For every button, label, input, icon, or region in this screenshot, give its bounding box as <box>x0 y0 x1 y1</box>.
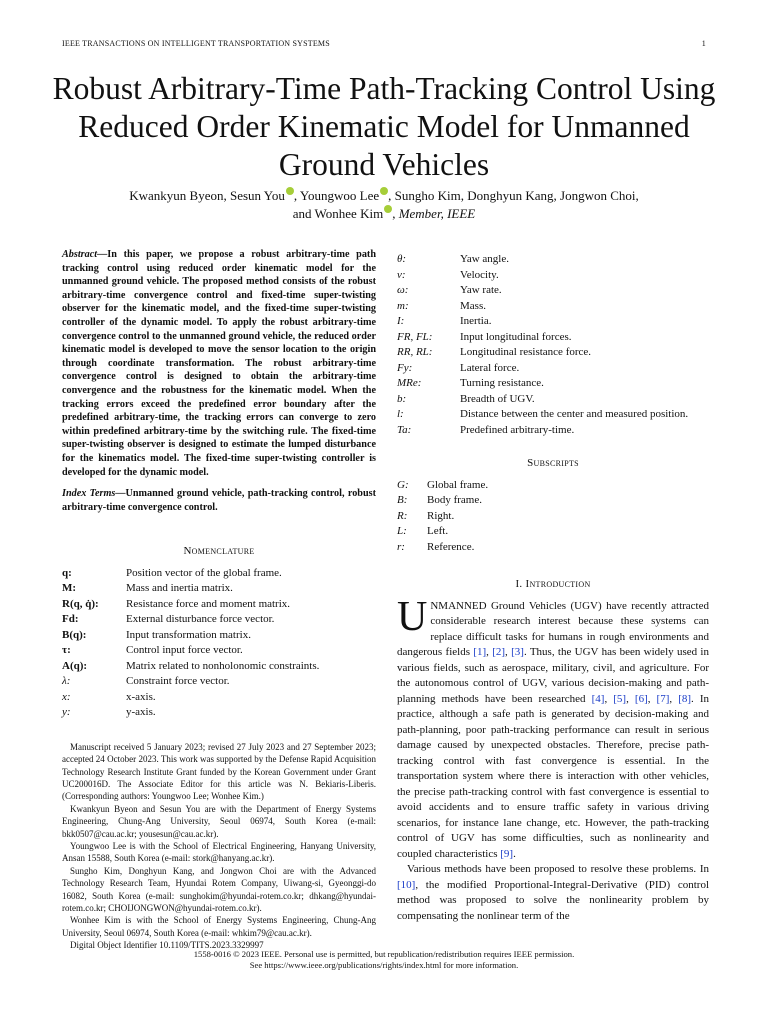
citation-link[interactable]: [7] <box>656 692 670 705</box>
footnotes <box>62 741 376 952</box>
paragraph: Various methods have been proposed to resolve these problems. In [10], the modified Proportional-Integral-Derivative (PID) control method was proposed to solve the nonlinearity problem by compensating the nonlinear term of the <box>397 863 709 922</box>
list-item: r: Reference. <box>397 540 475 553</box>
list-item: Fy: Lateral force. <box>397 361 520 374</box>
abstract-text: In this paper, we propose a robust arbitrary-time path tracking control using reduced order kinematic model for the unmanned ground vehicle. The proposed method consists of the robust arbitrary-time convergence control and fixed-time super-twisting observer for the kinematic model, and the fixed-time super-twisting controller of the dynamic model. To apply the robust arbitrary-time convergence control to the unmanned ground vehicle, the reduced order kinematic model is developed to move the sensor location to the origin through coordinate transformation. The robust arbitrary-time convergence control is designed to obtain the arbitrary-time convergence and the robustness for the kinematic model. When the tracking errors exceed the predefined error boundary after the predefined arbitrary-time, the tracking errors can converge to zero within predefined arbitrary-time by the switching rule. The fixed-time super-twisting observer is designed to estimate the lumped disturbance for the kinematics model. The fixed-time super-twisting controller is developed for the dynamic model. <box>62 249 376 478</box>
member-label: Member, IEEE <box>398 206 476 221</box>
introduction-heading: I. Introduction <box>515 578 591 590</box>
list-item: Fd: External disturbance force vector. <box>62 613 275 626</box>
list-item: θ: Yaw angle. <box>397 253 509 265</box>
list-item: y: y-axis. <box>62 706 156 719</box>
list-item: G: Global frame. <box>397 478 489 491</box>
citation-link[interactable]: [3] <box>511 646 524 658</box>
index-terms-label: Index Terms <box>62 488 116 500</box>
orcid-icon[interactable] <box>380 187 388 195</box>
footnote: Wonhee Kim is with the School of Energy Systems Engineering, Chung-Ang University, Seoul 06974, South Korea (e-mail: whkim79@cau.ac.kr). <box>62 915 376 938</box>
author-text: , Sungho Kim, Donghyun Kang, Jongwon Choi, <box>388 188 639 203</box>
list-item: v: Velocity. <box>397 268 499 281</box>
footnote: Kwankyun Byeon and Sesun You are with the Department of Energy Systems Engineering, Chung-Ang University, Seoul 06974, South Korea (e-mail: bkk0507@cau.ac.kr; yousesun@cau.ac.kr). <box>62 803 376 839</box>
index-terms-text: Unmanned ground vehicle, path-tracking control, robust arbitrary-time convergence control. <box>62 488 376 513</box>
right-column <box>397 252 709 924</box>
doi-footnote: Digital Object Identifier 10.1109/TITS.2023.3329997 <box>70 940 264 951</box>
running-header <box>62 39 706 48</box>
author-text: , Youngwoo Lee <box>293 188 380 203</box>
list-item: m: Mass. <box>397 299 486 312</box>
list-item: τ: Control input force vector. <box>62 644 243 657</box>
list-item: R(q, q̇): Resistance force and moment matrix. <box>62 597 291 610</box>
introduction-body <box>397 593 709 925</box>
list-item: q: Position vector of the global frame. <box>62 566 282 579</box>
subscripts-list <box>397 478 709 556</box>
orcid-icon[interactable] <box>286 187 294 195</box>
nomenclature-list-continued <box>397 252 709 438</box>
list-item: I: Inertia. <box>397 315 492 327</box>
abstract: Abstract—In this paper, we propose a robust arbitrary-time path tracking control using reduced order kinematic model for the unmanned ground vehicle. The proposed method consists of the robust arbitrary-time convergence control and fixed-time super-twisting observer for the kinematic model, and the fixed-time super-twisting controller of the dynamic model. To apply the robust arbitrary-time convergence control to the unmanned ground vehicle, the reduced order kinematic model is developed to move the sensor location to the origin through coordinate transformation. The robust arbitrary-time convergence control is designed to obtain the arbitrary-time convergence and the robustness for the kinematic model. When the tracking errors exceed the predefined error boundary after the predefined arbitrary-time, the tracking errors can converge to zero within predefined arbitrary-time by the switching rule. The fixed-time super-twisting observer is designed to estimate the lumped disturbance for the kinematics model. The fixed-time super-twisting controller is developed for the dynamic model. <box>62 249 376 478</box>
author-list <box>60 187 708 223</box>
list-item: l: Distance between the center and measured position. <box>397 408 689 420</box>
citation-link[interactable]: [9] <box>500 847 514 860</box>
list-item: B: Body frame. <box>397 494 482 506</box>
copyright-notice <box>60 949 708 971</box>
dropcap: U <box>397 593 428 640</box>
list-item: MRe: Turning resistance. <box>397 377 544 389</box>
list-item: RR, RL: Longitudinal resistance force. <box>397 346 592 358</box>
citation-link[interactable]: [1] <box>473 646 487 658</box>
journal-name: IEEE TRANSACTIONS ON INTELLIGENT TRANSPORTATION SYSTEMS <box>62 39 330 48</box>
citation-link[interactable]: [5] <box>613 692 627 705</box>
subscripts-heading: Subscripts <box>527 457 579 469</box>
list-item: ω: Yaw rate. <box>397 284 502 296</box>
orcid-icon[interactable] <box>384 205 392 213</box>
list-item: FR, FL: Input longitudinal forces. <box>397 330 572 343</box>
list-item: b: Breadth of UGV. <box>397 392 535 405</box>
page-number: 1 <box>701 39 706 48</box>
citation-link[interactable]: [4] <box>591 692 605 705</box>
author-text: Kwankyun Byeon, Sesun You <box>129 188 285 203</box>
index-terms: Index Terms—Unmanned ground vehicle, path-tracking control, robust arbitrary-time convergence control. <box>62 488 376 513</box>
paper-title: Robust Arbitrary-Time Path-Tracking Control Using Reduced Order Kinematic Model for Unmanned Ground Vehicles <box>52 71 716 182</box>
citation-link[interactable]: [10] <box>397 878 416 891</box>
list-item: M: Mass and inertia matrix. <box>62 582 233 595</box>
footnote: Manuscript received 5 January 2023; revised 27 July 2023 and 27 September 2023; accepted 24 October 2023. This work was supported by the Defense Rapid Acquisition Technology Research Institute Grant funded by the Korean Government under Grant UC200016D. The Associate Editor for this article was N. Bekiaris-Liberis. (Corresponding authors: Youngwoo Lee; Wonhee Kim.) <box>62 741 376 802</box>
author-text: and Wonhee Kim <box>292 206 384 221</box>
citation-link[interactable]: [6] <box>634 692 648 705</box>
nomenclature-heading: Nomenclature <box>183 545 255 558</box>
list-item: x: x-axis. <box>62 690 156 703</box>
copyright-line: See https://www.ieee.org/publications/rights/index.html for more information. <box>249 960 519 970</box>
footnote: Youngwoo Lee is with the School of Electrical Engineering, Hanyang University, Ansan 15588, South Korea (e-mail: stork@hanyang.ac.kr). <box>62 841 376 864</box>
footnote: Sungho Kim, Donghyun Kang, and Jongwon Choi are with the Advanced Technology Research Team, Hyundai Rotem Company, Uiwang-si, Gyeonggi-do 16082, South Korea (e-mail: sunghokim@hyundai-rotem.co.kr; dhkang@hyundai-rotem.co.kr; CHOIJONGWON@hyundai-rotem.co.kr). <box>62 865 376 914</box>
list-item: λ: Constraint force vector. <box>62 675 230 688</box>
citation-link[interactable]: [2] <box>492 646 506 658</box>
list-item: L: Left. <box>397 525 449 537</box>
citation-link[interactable]: [8] <box>678 692 692 705</box>
list-item: R: Right. <box>397 509 455 522</box>
list-item: A(q): Matrix related to nonholonomic constraints. <box>62 659 320 672</box>
nomenclature-list <box>62 566 376 721</box>
author-text: , <box>392 206 399 221</box>
list-item: B(q): Input transformation matrix. <box>62 628 251 641</box>
abstract-label: Abstract <box>62 249 98 260</box>
left-column <box>62 248 376 952</box>
list-item: Ta: Predefined arbitrary-time. <box>397 423 575 436</box>
paragraph: UNMANNED Ground Vehicles (UGV) have recently attracted considerable research interest because these systems can replace difficult tasks for humans in rough environments and dangerous fields [1], [2], [3]. Thus, the UGV has been widely used in various fields, such as aerospace, military, civil, and agriculture. For the autonomous control of UGV, various decision-making and path-planning methods have been researched [4], [5], [6], [7], [8]. In practice, although a safe path is generated by decision-making and path-planning, poor path-tracking performance can result in serious damage caused by unexpected obstacles. Therefore, precise path-tracking control with fast convergence is essential. In the transportation system where there is interaction with other vehicles, the precise path-tracking control with fast convergence is essential to avoid accidents and to ensure traffic safety in various driving scenarios, for instance lane change, etc. However, the path-tracking control of UGV has some difficulties, such as nonlinearity and coupled characteristics [9]. <box>397 593 709 860</box>
copyright-line: 1558-0016 © 2023 IEEE. Personal use is permitted, but republication/redistribution requires IEEE permission. <box>193 949 575 959</box>
